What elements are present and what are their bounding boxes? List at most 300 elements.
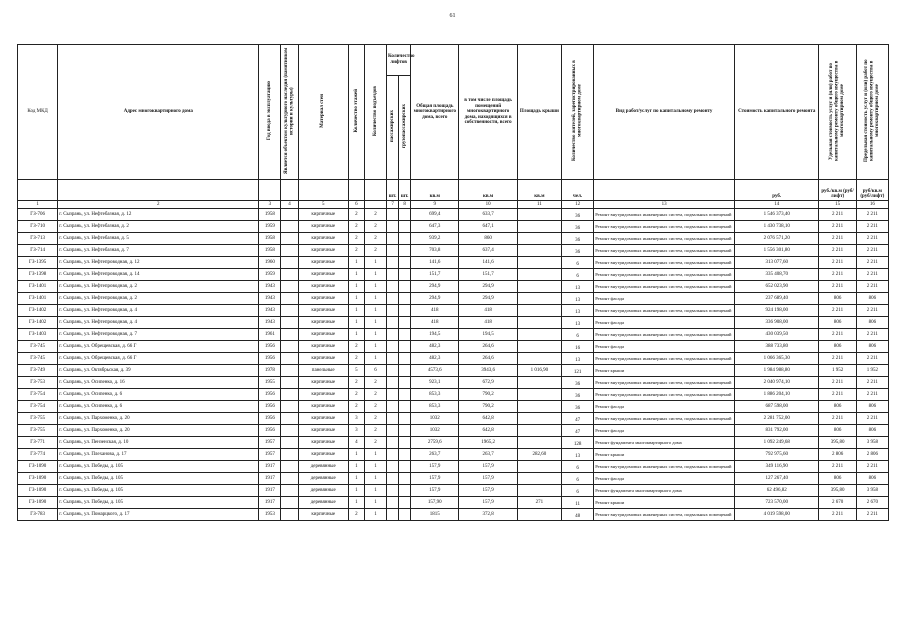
- lifts-cargo-cell: [399, 269, 411, 281]
- header-max-cost: Предельная стоимость услуг и (или) работ по капитальному ремонту общего имущества в многоквартирном доме: [856, 45, 888, 180]
- entrances-cell: 1: [364, 257, 386, 269]
- area-owned-cell: 157,9: [459, 473, 517, 485]
- year-cell: 1956: [259, 389, 281, 401]
- wall-cell: кирпичные: [298, 257, 348, 269]
- cost-cell: 792 975,60: [734, 449, 818, 461]
- table-row: [18, 317, 889, 329]
- work-cell: Ремонт внутридомовых инженерных систем, подвальных помещений: [594, 257, 735, 269]
- unit-cost-cell: 2 211: [819, 233, 856, 245]
- area-owned-cell: 157,9: [459, 485, 517, 497]
- addr-code: ГЗ-754: [18, 389, 58, 401]
- area-owned-cell: 647,1: [459, 221, 517, 233]
- year-cell: 1956: [259, 353, 281, 365]
- address-cell: г. Сызрань, ул. Нефтебазная, д. 7: [58, 245, 259, 257]
- address-cell: г. Сызрань, ул. Октябрьская, д. 39: [58, 365, 259, 377]
- heritage-cell: [281, 509, 298, 521]
- wall-cell: кирпичные: [298, 233, 348, 245]
- header-cost: Стоимость капитального ремонта: [734, 45, 818, 180]
- address-cell: г. Сызрань, ул. Победы, д. 105: [58, 473, 259, 485]
- heritage-cell: [281, 461, 298, 473]
- wall-cell: кирпичные: [298, 389, 348, 401]
- lifts-cargo-cell: [399, 473, 411, 485]
- lifts-cargo-cell: [399, 497, 411, 509]
- lifts-passenger-cell: [387, 461, 399, 473]
- lifts-passenger-cell: [387, 449, 399, 461]
- lifts-passenger-cell: [387, 233, 399, 245]
- col-number: 14: [734, 201, 818, 209]
- lifts-cargo-cell: [399, 425, 411, 437]
- col-number: 15: [819, 201, 856, 209]
- area-total-cell: 4573,6: [411, 365, 459, 377]
- table-row: [18, 377, 889, 389]
- address-cell: г. Сызрань, ул. Осипенко, д. 16: [58, 377, 259, 389]
- table-row: [18, 329, 889, 341]
- entrances-cell: 1: [364, 353, 386, 365]
- work-cell: Ремонт фундамента многоквартирного дома: [594, 485, 735, 497]
- heritage-cell: [281, 281, 298, 293]
- area-total-cell: 482,3: [411, 341, 459, 353]
- area-owned-cell: 151,7: [459, 269, 517, 281]
- header-lifts-cargo: грузопассажирских: [399, 76, 411, 180]
- year-cell: 1943: [259, 317, 281, 329]
- heritage-cell: [281, 437, 298, 449]
- lifts-passenger-cell: [387, 509, 399, 521]
- header-code: Код МКД: [18, 45, 58, 180]
- address-cell: г. Сызрань, ул. Осипенко, д. 6: [58, 389, 259, 401]
- area-owned-cell: 3943,6: [459, 365, 517, 377]
- floors-cell: 3: [348, 425, 364, 437]
- area-owned-cell: 1965,2: [459, 437, 517, 449]
- heritage-cell: [281, 485, 298, 497]
- work-cell: Ремонт фасада: [594, 401, 735, 413]
- roof-cell: [517, 485, 561, 497]
- address-cell: г. Сызрань, ул. Плеханова, д. 17: [58, 449, 259, 461]
- addr-code: ГЗ-1402: [18, 305, 58, 317]
- year-cell: 1956: [259, 341, 281, 353]
- table-row: [18, 449, 889, 461]
- lifts-cargo-cell: [399, 377, 411, 389]
- unit-cost-cell: 1 952: [819, 365, 856, 377]
- work-cell: Ремонт внутридомовых инженерных систем, подвальных помещений: [594, 245, 735, 257]
- unit-cost-cell: 2 670: [819, 497, 856, 509]
- wall-cell: кирпичные: [298, 221, 348, 233]
- wall-cell: кирпичные: [298, 329, 348, 341]
- area-total-cell: 157,9: [411, 461, 459, 473]
- addr-code: ГЗ-774: [18, 449, 58, 461]
- residents-cell: 13: [562, 317, 594, 329]
- floors-cell: 1: [348, 305, 364, 317]
- floors-cell: 1: [348, 317, 364, 329]
- heritage-cell: [281, 245, 298, 257]
- year-cell: 1960: [259, 257, 281, 269]
- area-owned-cell: 294,9: [459, 281, 517, 293]
- unit-people: чел.: [562, 180, 594, 201]
- address-cell: г. Сызрань, ул. Нефтепроводная, д. 2: [58, 281, 259, 293]
- table-row: [18, 293, 889, 305]
- col-number: 2: [58, 201, 259, 209]
- area-total-cell: 703,8: [411, 245, 459, 257]
- table-row: [18, 245, 889, 257]
- lifts-passenger-cell: [387, 437, 399, 449]
- address-cell: г. Сызрань, ул. Победы, д. 105: [58, 497, 259, 509]
- table-row: [18, 437, 889, 449]
- work-cell: Ремонт внутридомовых инженерных систем, подвальных помещений: [594, 233, 735, 245]
- area-total-cell: 194,5: [411, 329, 459, 341]
- cost-cell: 349 116,90: [734, 461, 818, 473]
- cost-cell: 430 039,50: [734, 329, 818, 341]
- address-cell: г. Сызрань, ул. Победы, д. 105: [58, 461, 259, 473]
- lifts-passenger-cell: [387, 497, 399, 509]
- unit-cost-cell: 2 211: [819, 305, 856, 317]
- year-cell: 1959: [259, 269, 281, 281]
- floors-cell: 2: [348, 377, 364, 389]
- work-cell: Ремонт фундамента многоквартирного дома: [594, 437, 735, 449]
- area-total-cell: 263,7: [411, 449, 459, 461]
- residents-cell: 13: [562, 449, 594, 461]
- unit-sqm: кв.м: [459, 180, 517, 201]
- floors-cell: 1: [348, 485, 364, 497]
- roof-cell: [517, 353, 561, 365]
- unit-cost-cell: 806: [819, 317, 856, 329]
- floors-cell: 1: [348, 257, 364, 269]
- entrances-cell: 1: [364, 509, 386, 521]
- cost-cell: 388 733,80: [734, 341, 818, 353]
- year-cell: 1956: [259, 425, 281, 437]
- area-owned-cell: 642,8: [459, 425, 517, 437]
- addr-code: ГЗ-1401: [18, 293, 58, 305]
- area-owned-cell: 790,2: [459, 389, 517, 401]
- entrances-cell: 1: [364, 461, 386, 473]
- max-cost-cell: 2 211: [856, 281, 888, 293]
- heritage-cell: [281, 389, 298, 401]
- entrances-cell: 1: [364, 497, 386, 509]
- lifts-cargo-cell: [399, 221, 411, 233]
- lifts-cargo-cell: [399, 209, 411, 221]
- residents-cell: 48: [562, 509, 594, 521]
- heritage-cell: [281, 413, 298, 425]
- max-cost-cell: 3 958: [856, 485, 888, 497]
- residents-cell: 128: [562, 437, 594, 449]
- lifts-passenger-cell: [387, 257, 399, 269]
- heritage-cell: [281, 209, 298, 221]
- cost-cell: 1 886 204,10: [734, 389, 818, 401]
- work-cell: Ремонт фасада: [594, 293, 735, 305]
- header-area-total: Общая площадь многоквартирного дома, всего: [411, 45, 459, 180]
- year-cell: 1956: [259, 413, 281, 425]
- max-cost-cell: 3 958: [856, 437, 888, 449]
- address-cell: г. Сызрань, ул. Нефтепроводная, д. 2: [58, 293, 259, 305]
- table-row: [18, 341, 889, 353]
- cost-cell: 127 267,40: [734, 473, 818, 485]
- wall-cell: деревянные: [298, 497, 348, 509]
- area-owned-cell: 637,4: [459, 245, 517, 257]
- year-cell: 1943: [259, 293, 281, 305]
- lifts-cargo-cell: [399, 485, 411, 497]
- cost-cell: 687 598,00: [734, 401, 818, 413]
- residents-cell: 6: [562, 485, 594, 497]
- area-total-cell: 157,9: [411, 473, 459, 485]
- wall-cell: кирпичные: [298, 317, 348, 329]
- area-total-cell: 939,2: [411, 233, 459, 245]
- unit-cost-cell: 2 211: [819, 329, 856, 341]
- lifts-cargo-cell: [399, 401, 411, 413]
- wall-cell: кирпичные: [298, 425, 348, 437]
- lifts-cargo-cell: [399, 329, 411, 341]
- addr-code: ГЗ-754: [18, 401, 58, 413]
- floors-cell: 1: [348, 461, 364, 473]
- unit-sqm: кв.м: [411, 180, 459, 201]
- max-cost-cell: 2 211: [856, 209, 888, 221]
- wall-cell: деревянные: [298, 485, 348, 497]
- max-cost-cell: 2 211: [856, 329, 888, 341]
- header-address: Адрес многоквартирного дома: [58, 45, 259, 180]
- unit-rub-sqm: руб/кв.м (руб/лифт): [856, 180, 888, 201]
- work-cell: Ремонт внутридомовых инженерных систем, подвальных помещений: [594, 509, 735, 521]
- cost-cell: 335 408,70: [734, 269, 818, 281]
- roof-cell: [517, 317, 561, 329]
- entrances-cell: 1: [364, 449, 386, 461]
- table-row: [18, 413, 889, 425]
- year-cell: 1959: [259, 221, 281, 233]
- area-owned-cell: 790,2: [459, 401, 517, 413]
- wall-cell: кирпичные: [298, 509, 348, 521]
- lifts-cargo-cell: [399, 413, 411, 425]
- work-cell: Ремонт внутридомовых инженерных систем, подвальных помещений: [594, 461, 735, 473]
- max-cost-cell: 2 670: [856, 497, 888, 509]
- header-unit-cost: Удельная стоимость услуг и (или) работ по капитальному ремонту общего имущества в многоквартирном доме: [819, 45, 856, 180]
- area-owned-cell: 264,6: [459, 341, 517, 353]
- header-entrances: Количество подъездов: [364, 45, 386, 180]
- max-cost-cell: 806: [856, 317, 888, 329]
- work-cell: Ремонт внутридомовых инженерных систем, подвальных помещений: [594, 305, 735, 317]
- roof-cell: [517, 473, 561, 485]
- roof-cell: [517, 377, 561, 389]
- table-row: [18, 461, 889, 473]
- wall-cell: кирпичные: [298, 305, 348, 317]
- residents-cell: 13: [562, 353, 594, 365]
- heritage-cell: [281, 317, 298, 329]
- cost-cell: 313 077,60: [734, 257, 818, 269]
- floors-cell: 2: [348, 209, 364, 221]
- area-total-cell: 294,9: [411, 281, 459, 293]
- cost-cell: 924 198,00: [734, 305, 818, 317]
- cost-cell: 1 430 738,10: [734, 221, 818, 233]
- area-owned-cell: 860: [459, 233, 517, 245]
- residents-cell: 121: [562, 365, 594, 377]
- area-total-cell: 1815: [411, 509, 459, 521]
- floors-cell: 1: [348, 293, 364, 305]
- addr-code: ГЗ-1090: [18, 485, 58, 497]
- addr-code: ГЗ-749: [18, 365, 58, 377]
- col-number: 13: [594, 201, 735, 209]
- table-row: [18, 425, 889, 437]
- area-owned-cell: 157,9: [459, 497, 517, 509]
- residents-cell: 36: [562, 233, 594, 245]
- wall-cell: кирпичные: [298, 293, 348, 305]
- heritage-cell: [281, 221, 298, 233]
- floors-cell: 4: [348, 437, 364, 449]
- work-cell: Ремонт внутридомовых инженерных систем, подвальных помещений: [594, 377, 735, 389]
- cost-cell: 2 076 571,20: [734, 233, 818, 245]
- header-roof: Площадь крыши: [517, 45, 561, 180]
- roof-cell: [517, 461, 561, 473]
- area-owned-cell: 418: [459, 317, 517, 329]
- entrances-cell: 2: [364, 389, 386, 401]
- area-total-cell: 482,3: [411, 353, 459, 365]
- table-row: [18, 365, 889, 377]
- floors-cell: 1: [348, 329, 364, 341]
- header-heritage: Является объектом культурного наследия (памятником истории и культуры): [281, 45, 298, 180]
- area-owned-cell: 633,7: [459, 209, 517, 221]
- work-cell: Ремонт внутридомовых инженерных систем, подвальных помещений: [594, 353, 735, 365]
- repair-program-table: [17, 44, 889, 521]
- entrances-cell: 1: [364, 269, 386, 281]
- residents-cell: 6: [562, 269, 594, 281]
- lifts-cargo-cell: [399, 509, 411, 521]
- lifts-cargo-cell: [399, 449, 411, 461]
- year-cell: 1958: [259, 245, 281, 257]
- area-total-cell: 853,3: [411, 389, 459, 401]
- page-number: 61: [449, 13, 456, 19]
- col-number: 5: [298, 201, 348, 209]
- unit-cost-cell: 2 211: [819, 377, 856, 389]
- work-cell: Ремонт внутридомовых инженерных систем, подвальных помещений: [594, 209, 735, 221]
- lifts-passenger-cell: [387, 221, 399, 233]
- addr-code: ГЗ-714: [18, 245, 58, 257]
- year-cell: 1917: [259, 485, 281, 497]
- header-floors: Количество этажей: [348, 45, 364, 180]
- wall-cell: панельные: [298, 365, 348, 377]
- table-row: [18, 485, 889, 497]
- work-cell: Ремонт фасада: [594, 473, 735, 485]
- cost-cell: 4 019 598,00: [734, 509, 818, 521]
- wall-cell: кирпичные: [298, 401, 348, 413]
- addr-code: ГЗ-1090: [18, 461, 58, 473]
- addr-code: ГЗ-713: [18, 233, 58, 245]
- floors-cell: 1: [348, 473, 364, 485]
- lifts-passenger-cell: [387, 485, 399, 497]
- heritage-cell: [281, 377, 298, 389]
- addr-code: ГЗ-745: [18, 341, 58, 353]
- work-cell: Ремонт фасада: [594, 317, 735, 329]
- work-cell: Ремонт внутридомовых инженерных систем, подвальных помещений: [594, 329, 735, 341]
- col-number: 12: [562, 201, 594, 209]
- table-row: [18, 257, 889, 269]
- roof-cell: [517, 281, 561, 293]
- floors-cell: 2: [348, 245, 364, 257]
- work-cell: Ремонт крыши: [594, 365, 735, 377]
- entrances-cell: 2: [364, 437, 386, 449]
- area-total-cell: 2759,6: [411, 437, 459, 449]
- address-cell: г. Сызрань, ул. Пархоменко, д. 20: [58, 425, 259, 437]
- lifts-passenger-cell: [387, 377, 399, 389]
- wall-cell: кирпичные: [298, 377, 348, 389]
- residents-cell: 6: [562, 257, 594, 269]
- heritage-cell: [281, 305, 298, 317]
- max-cost-cell: 2 211: [856, 377, 888, 389]
- table-row: [18, 269, 889, 281]
- work-cell: Ремонт крыши: [594, 497, 735, 509]
- entrances-cell: 2: [364, 233, 386, 245]
- unit-rub: руб.: [734, 180, 818, 201]
- area-total-cell: 141,6: [411, 257, 459, 269]
- residents-cell: 6: [562, 473, 594, 485]
- header-wall: Материал стен: [298, 45, 348, 180]
- roof-cell: [517, 389, 561, 401]
- cost-cell: 2 040 974,10: [734, 377, 818, 389]
- area-owned-cell: 372,8: [459, 509, 517, 521]
- lifts-passenger-cell: [387, 365, 399, 377]
- floors-cell: 2: [348, 389, 364, 401]
- entrances-cell: 2: [364, 401, 386, 413]
- entrances-cell: 1: [364, 341, 386, 353]
- year-cell: 1958: [259, 209, 281, 221]
- residents-cell: 6: [562, 461, 594, 473]
- addr-code: ГЗ-755: [18, 413, 58, 425]
- table-row: [18, 281, 889, 293]
- roof-cell: [517, 245, 561, 257]
- floors-cell: 2: [348, 353, 364, 365]
- entrances-cell: 6: [364, 365, 386, 377]
- year-cell: 1961: [259, 329, 281, 341]
- year-cell: 1917: [259, 461, 281, 473]
- floors-cell: 1: [348, 449, 364, 461]
- lifts-cargo-cell: [399, 281, 411, 293]
- wall-cell: кирпичные: [298, 413, 348, 425]
- roof-cell: [517, 437, 561, 449]
- lifts-cargo-cell: [399, 437, 411, 449]
- cost-cell: 1 984 988,80: [734, 365, 818, 377]
- residents-cell: 36: [562, 389, 594, 401]
- area-owned-cell: 141,6: [459, 257, 517, 269]
- area-total-cell: 1032: [411, 413, 459, 425]
- roof-cell: [517, 329, 561, 341]
- table-body: [18, 209, 889, 521]
- roof-cell: [517, 269, 561, 281]
- lifts-cargo-cell: [399, 257, 411, 269]
- addr-code: ГЗ-1090: [18, 497, 58, 509]
- wall-cell: кирпичные: [298, 209, 348, 221]
- addr-code: ГЗ-710: [18, 221, 58, 233]
- year-cell: 1957: [259, 449, 281, 461]
- entrances-cell: 1: [364, 485, 386, 497]
- cost-cell: 1 556 301,80: [734, 245, 818, 257]
- lifts-passenger-cell: [387, 281, 399, 293]
- cost-cell: 723 570,00: [734, 497, 818, 509]
- unit-cost-cell: 2 211: [819, 353, 856, 365]
- unit-cost-cell: 395,80: [819, 485, 856, 497]
- entrances-cell: 1: [364, 329, 386, 341]
- floors-cell: 2: [348, 221, 364, 233]
- cost-cell: 1 546 373,40: [734, 209, 818, 221]
- cost-cell: 652 023,90: [734, 281, 818, 293]
- addr-code: ГЗ-706: [18, 209, 58, 221]
- floors-cell: 5: [348, 365, 364, 377]
- roof-cell: [517, 509, 561, 521]
- lifts-cargo-cell: [399, 341, 411, 353]
- residents-cell: 36: [562, 209, 594, 221]
- area-owned-cell: 418: [459, 305, 517, 317]
- addr-code: ГЗ-1403: [18, 329, 58, 341]
- wall-cell: кирпичные: [298, 437, 348, 449]
- roof-cell: [517, 233, 561, 245]
- address-cell: г. Сызрань, ул. Нефтепроводная, д. 14: [58, 269, 259, 281]
- unit-cost-cell: 2 806: [819, 449, 856, 461]
- wall-cell: кирпичные: [298, 341, 348, 353]
- wall-cell: кирпичные: [298, 353, 348, 365]
- cost-cell: 2 281 752,00: [734, 413, 818, 425]
- residents-cell: 13: [562, 305, 594, 317]
